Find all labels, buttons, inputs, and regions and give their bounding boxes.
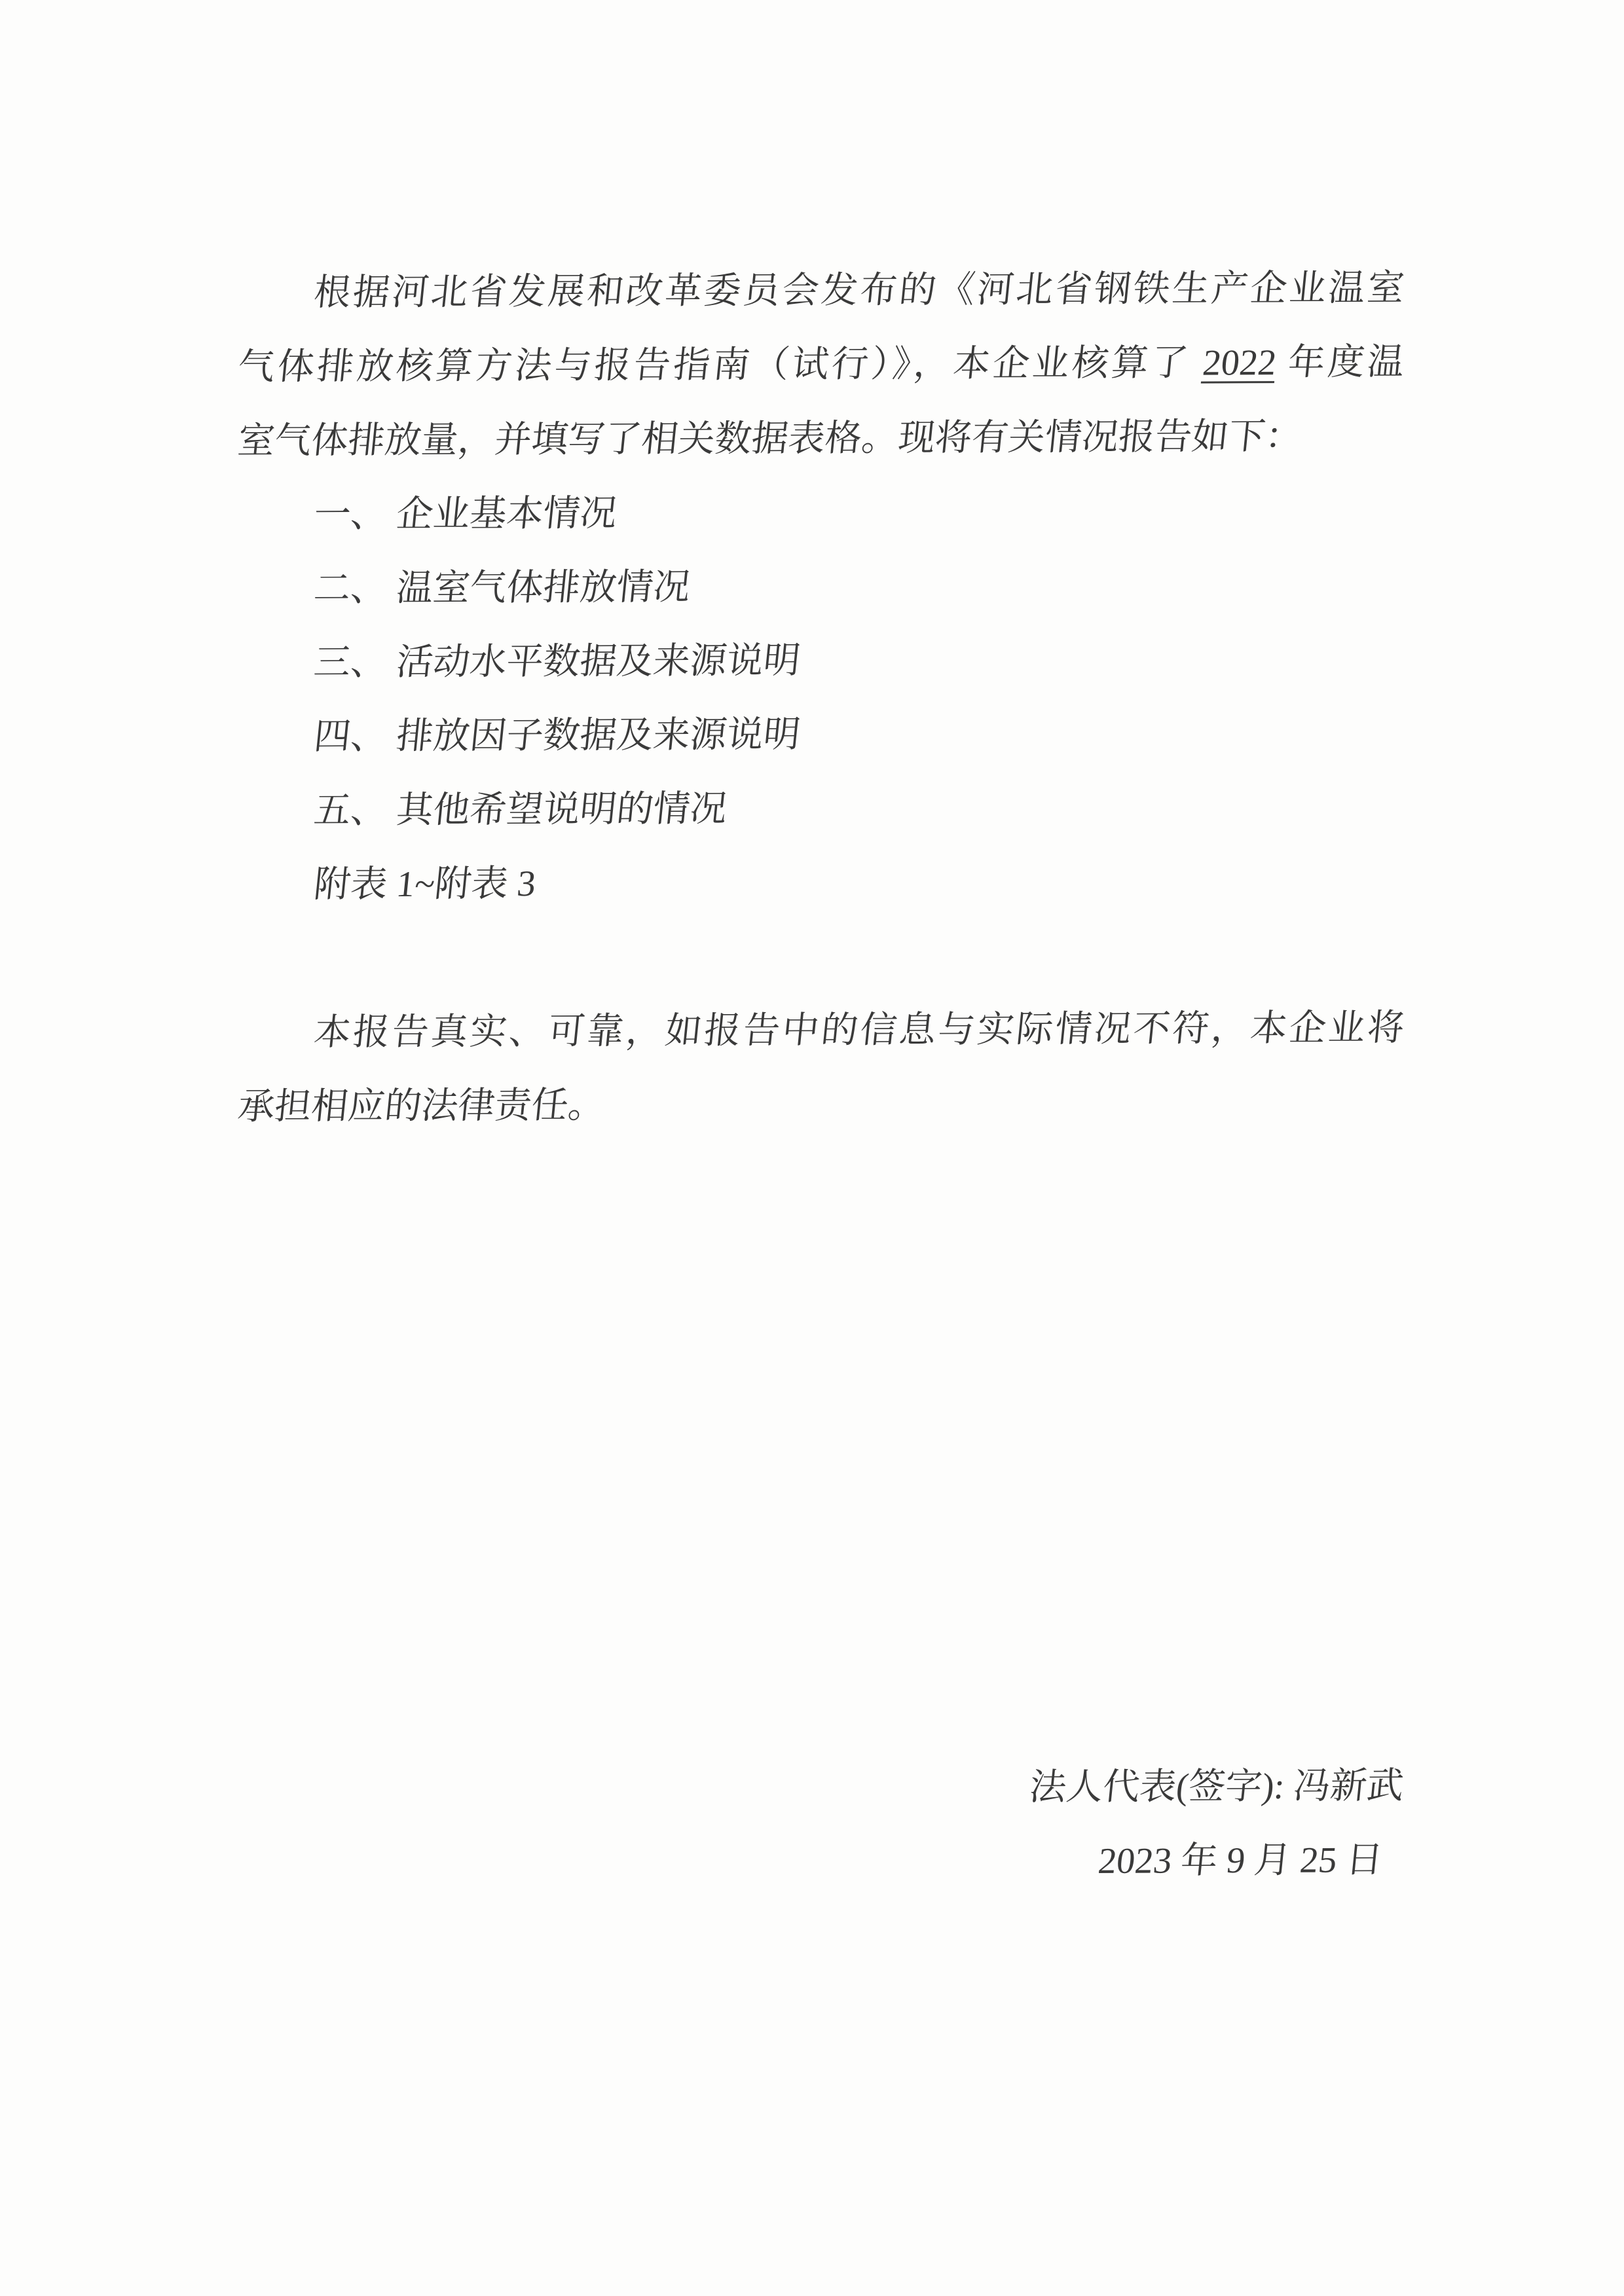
signature-block bbox=[681, 1749, 1406, 1897]
blank-line bbox=[234, 917, 1408, 996]
outline-item-4: 四、 排放因子数据及来源说明 bbox=[312, 714, 802, 757]
outline-item-3: 三、 活动水平数据及来源说明 bbox=[312, 640, 802, 683]
legal-representative-line bbox=[679, 1749, 1407, 1827]
declaration-line-1: 本报告真实、可靠，如报告中的信息与实际情况不符，本企业将 bbox=[312, 1008, 1407, 1053]
legal-representative-label: 法人代表(签字): bbox=[1027, 1766, 1296, 1808]
legal-representative-name: 冯新武 bbox=[1291, 1766, 1406, 1807]
intro-line-3: 室气体排放量，并填写了相关数据表格。现将有关情况报告如下： bbox=[236, 416, 1304, 462]
intro-line-2-post: 年度温 bbox=[1274, 342, 1407, 384]
intro-line-1: 根据河北省发展和改革委员会发布的《河北省钢铁生产企业温室 bbox=[312, 268, 1407, 314]
outline-item-1: 一、 企业基本情况 bbox=[312, 493, 619, 536]
appendix-note: 附表 1~附表 3 bbox=[312, 864, 538, 905]
reporting-year: 2022 bbox=[1200, 342, 1279, 384]
outline-item-5: 五、 其他希望说明的情况 bbox=[312, 788, 729, 831]
report-date: 2023 年 9 月 25 日 bbox=[1096, 1840, 1385, 1882]
report-body bbox=[236, 257, 1407, 1144]
intro-line-2-pre: 气体排放核算方法与报告指南（试行）》，本企业核算了 bbox=[236, 342, 1206, 388]
declaration-line-2: 承担相应的法律责任。 bbox=[236, 1085, 607, 1127]
outline-item-2: 二、 温室气体排放情况 bbox=[312, 566, 692, 610]
intro-line-2 bbox=[234, 325, 1408, 405]
